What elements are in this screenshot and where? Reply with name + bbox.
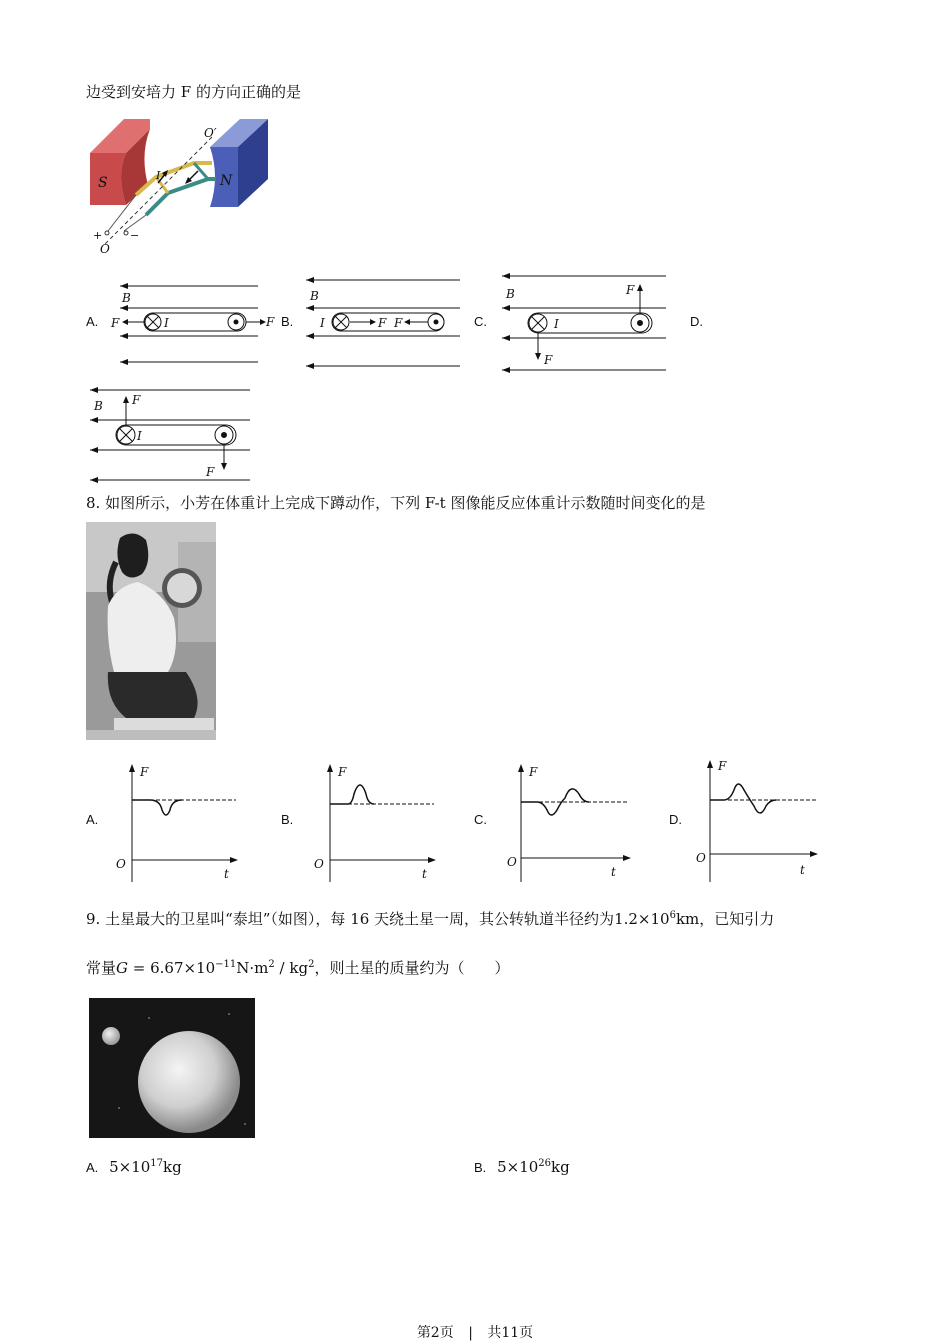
q7-option-d-figure bbox=[88, 384, 254, 484]
axis-t-label: t bbox=[611, 865, 616, 879]
coil-current-label: I bbox=[156, 169, 161, 182]
q7-option-c-label: C. bbox=[474, 314, 487, 329]
saturn-planet bbox=[138, 1031, 240, 1133]
q9-text-c: 常量 bbox=[86, 959, 117, 977]
q8-option-d-label: D. bbox=[669, 812, 682, 827]
q9-option-a-label: A. bbox=[86, 1160, 99, 1175]
q7-option-a-figure bbox=[108, 276, 275, 368]
o-prime-label: O′ bbox=[204, 126, 217, 140]
q7-option-d-label: D. bbox=[690, 314, 703, 329]
q8-option-a-label: A. bbox=[86, 812, 99, 827]
force-label: F bbox=[544, 353, 553, 367]
origin-label: O bbox=[507, 855, 517, 869]
q7-option-b-figure bbox=[300, 276, 462, 368]
axis-t-label: t bbox=[224, 867, 229, 881]
q9-radius-coef: 1.2×10 bbox=[614, 910, 670, 928]
q9-option-b bbox=[474, 1157, 570, 1178]
q8-stem bbox=[86, 493, 705, 513]
q9-g-unit-b: / kg bbox=[274, 959, 309, 977]
current-label: I bbox=[320, 316, 325, 330]
q9-radius-exp: 6 bbox=[669, 910, 676, 921]
q8-graph-d bbox=[694, 758, 822, 882]
force-label: F bbox=[266, 315, 275, 329]
q7-stem-tail: 边受到安培力 F 的方向正确的是 bbox=[86, 83, 301, 101]
axis-t-label: t bbox=[800, 863, 805, 877]
field-label: B bbox=[310, 289, 319, 303]
axis-f-label: F bbox=[718, 759, 727, 773]
q9-option-b-coef: 5×10 bbox=[497, 1158, 539, 1176]
footer-separator: | bbox=[468, 1325, 473, 1341]
q9-option-b-label: B. bbox=[474, 1160, 487, 1175]
q9-text-a: 土星最大的卫星叫“泰坦”（如图），每 16 天绕土星一周，其公转轨道半径约为 bbox=[105, 910, 615, 928]
squatting-photo bbox=[86, 522, 216, 740]
q9-radius-unit: km bbox=[675, 910, 700, 928]
force-label: F bbox=[378, 316, 387, 330]
q9-option-b-unit: kg bbox=[551, 1158, 570, 1176]
footer-total: 共11页 bbox=[487, 1325, 534, 1341]
o-label: O bbox=[100, 242, 110, 256]
force-label: F bbox=[132, 393, 141, 407]
q7-option-b-label: B. bbox=[281, 314, 294, 329]
field-label: B bbox=[122, 291, 131, 305]
plus-label: + bbox=[93, 229, 103, 242]
q9-option-a-unit: kg bbox=[163, 1158, 182, 1176]
q8-graph-b bbox=[310, 762, 438, 882]
q7-option-a-label: A. bbox=[86, 314, 99, 329]
q9-stem-line-1 bbox=[86, 909, 774, 929]
field-label: B bbox=[94, 399, 103, 413]
force-label: F bbox=[626, 283, 635, 297]
q9-g-unit-a: N·m bbox=[236, 959, 269, 977]
q9-g-symbol: G bbox=[116, 959, 128, 977]
footer-page: 第2页 bbox=[416, 1325, 454, 1341]
force-label: F bbox=[206, 465, 215, 479]
origin-label: O bbox=[696, 851, 706, 865]
page-footer bbox=[0, 1322, 950, 1342]
q9-option-b-exp: 26 bbox=[538, 1158, 552, 1169]
saturn-titan-photo bbox=[89, 998, 255, 1138]
axis-f-label: F bbox=[140, 765, 149, 779]
origin-label: O bbox=[314, 857, 324, 871]
q8-number: 8. bbox=[86, 494, 101, 512]
q8-option-c-label: C. bbox=[474, 812, 487, 827]
q9-g-eq: = 6.67×10 bbox=[128, 959, 216, 977]
q8-graph-a bbox=[112, 762, 240, 882]
axis-t-label: t bbox=[422, 867, 427, 881]
current-label: I bbox=[137, 429, 142, 443]
q9-option-a-coef: 5×10 bbox=[109, 1158, 151, 1176]
q8-option-b-label: B. bbox=[281, 812, 294, 827]
motor-diagram bbox=[86, 115, 276, 257]
q9-g-unit-exp: 2 bbox=[268, 959, 275, 970]
origin-label: O bbox=[116, 857, 126, 871]
q9-stem-line-2 bbox=[86, 958, 509, 978]
current-label: I bbox=[554, 317, 559, 331]
s-label: S bbox=[98, 175, 108, 191]
q9-radius bbox=[614, 910, 699, 928]
current-label: I bbox=[164, 316, 169, 330]
q7-option-c-figure bbox=[500, 270, 670, 374]
q8-text: 如图所示，小芳在体重计上完成下蹲动作，下列 F-t 图像能反应体重计示数随时间变化的是 bbox=[105, 494, 706, 512]
force-label: F bbox=[111, 316, 120, 330]
q9-g-exp: −11 bbox=[215, 959, 237, 970]
q9-text-b: ，已知引力 bbox=[699, 910, 775, 928]
axis-f-label: F bbox=[529, 765, 538, 779]
field-label: B bbox=[506, 287, 515, 301]
q9-option-a-exp: 17 bbox=[150, 1158, 164, 1169]
q9-text-d: ，则土星的质量约为（ ） bbox=[314, 959, 510, 977]
s-magnet bbox=[90, 153, 126, 205]
q9-number: 9. bbox=[86, 910, 101, 928]
coil-teal bbox=[146, 179, 216, 215]
titan-moon bbox=[102, 1027, 120, 1045]
n-label: N bbox=[220, 173, 233, 189]
minus-label: − bbox=[130, 229, 140, 242]
q9-g-unit-exp2: 2 bbox=[308, 959, 315, 970]
axis-f-label: F bbox=[338, 765, 347, 779]
q8-graph-c bbox=[505, 762, 633, 882]
force-label: F bbox=[394, 316, 403, 330]
q9-option-a bbox=[86, 1157, 182, 1178]
